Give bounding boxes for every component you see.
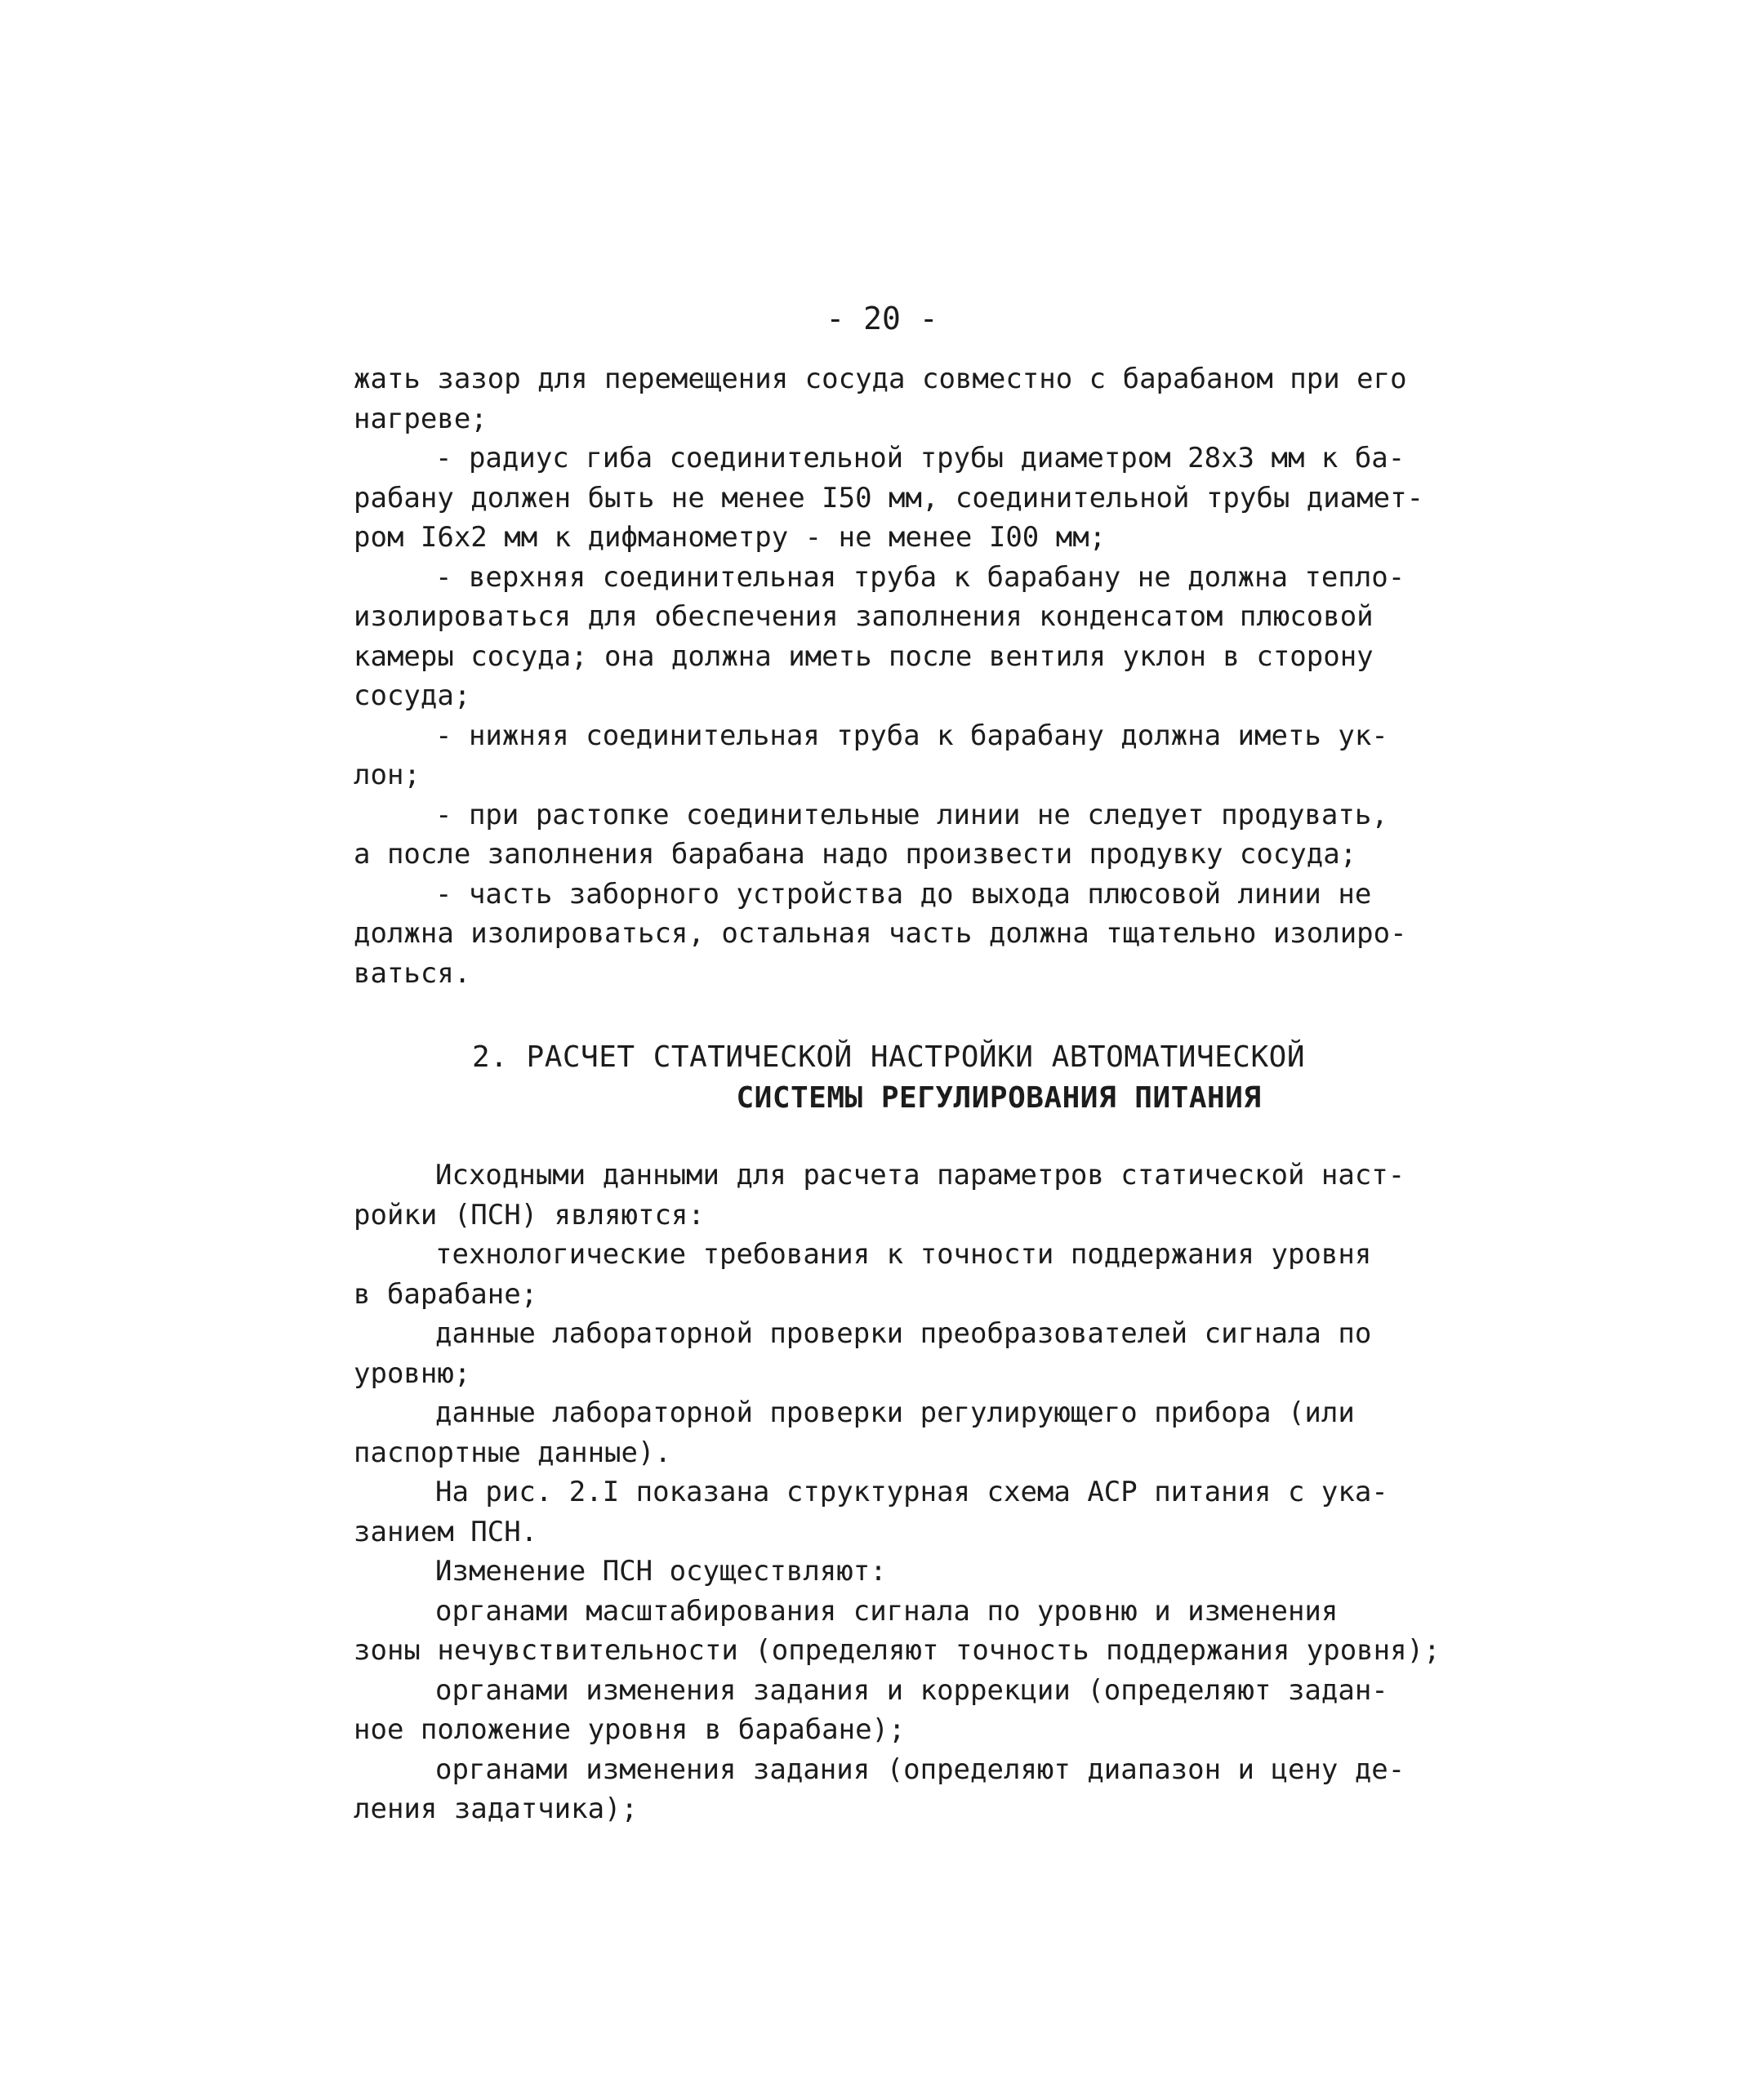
text-line: органами изменения задания и коррекции (определяют задан- bbox=[435, 1673, 1388, 1707]
text-line: должна изолироваться, остальная часть должна тщательно изолиро- bbox=[354, 917, 1407, 950]
text-line: изолироваться для обеспечения заполнения конденсатом плюсовой bbox=[354, 600, 1374, 633]
text-line: данные лабораторной проверки регулирующего прибора (или bbox=[435, 1396, 1355, 1429]
text-line: - верхняя соединительная труба к барабану не должна тепло- bbox=[435, 560, 1405, 594]
text-line-cut: ваться. bbox=[354, 956, 471, 990]
text-line: занием ПСН. bbox=[354, 1515, 538, 1548]
text-line: лон; bbox=[354, 759, 421, 791]
text-line: ления задатчика); bbox=[354, 1793, 638, 1825]
page-number: - 20 - bbox=[826, 301, 938, 336]
section1-text bbox=[354, 359, 1448, 990]
text-line: сосуда; bbox=[354, 679, 471, 712]
text-line: Изменение ПСН осуществляют: bbox=[435, 1555, 887, 1588]
text-line: - часть заборного устройства до выхода плюсовой линии не bbox=[435, 877, 1372, 911]
heading-line-1: 2. РАСЧЕТ СТАТИЧЕСКОЙ НАСТРОЙКИ АВТОМАТИЧЕСКОЙ bbox=[472, 1040, 1305, 1074]
text-line: органами масштабирования сигнала по уровню и изменения bbox=[435, 1594, 1339, 1628]
text-line: ром I6х2 мм к дифманометру - не менее I00 мм; bbox=[354, 521, 1107, 554]
section-heading bbox=[354, 1037, 1448, 1119]
text-line: нагреве; bbox=[354, 402, 488, 435]
text-line: а после заполнения барабана надо произвести продувку сосуда; bbox=[354, 838, 1357, 871]
section2-text bbox=[354, 1156, 1448, 1829]
text-line: зоны нечувствительности (определяют точность поддержания уровня); bbox=[354, 1634, 1441, 1667]
text-line: - радиус гиба соединительной трубы диаметром 28х3 мм к ба- bbox=[435, 442, 1405, 474]
text-line: органами изменения задания (определяют диапазон и цену де- bbox=[435, 1753, 1405, 1786]
text-line: На рис. 2.I показана структурная схема АСР питания с ука- bbox=[435, 1476, 1388, 1508]
text-line: Исходными данными для расчета параметров статической наст- bbox=[435, 1159, 1405, 1191]
text-line: - при растопке соединительные линии не следует продувать, bbox=[435, 798, 1388, 831]
text-line: ройки (ПСН) являются: bbox=[354, 1198, 705, 1232]
text-line: камеры сосуда; она должна иметь после вентиля уклон в сторону bbox=[354, 639, 1374, 673]
text-line: в барабане; bbox=[354, 1277, 538, 1311]
text-line: - нижняя соединительная труба к барабану должна иметь ук- bbox=[435, 719, 1388, 752]
text-line: уровню; bbox=[354, 1356, 471, 1390]
text-line: паспортные данные). bbox=[354, 1436, 671, 1469]
text-line: технологические требования к точности поддержания уровня bbox=[435, 1238, 1372, 1271]
text-line: ное положение уровня в барабане); bbox=[354, 1713, 906, 1746]
heading-line-2: СИСТЕМЫ РЕГУЛИРОВАНИЯ ПИТАНИЯ bbox=[736, 1081, 1262, 1115]
text-line: рабану должен быть не менее I50 мм, соединительной трубы диамет- bbox=[354, 481, 1424, 514]
text-line: жать зазор для перемещения сосуда совместно с барабаном при его bbox=[354, 363, 1407, 395]
text-line: данные лабораторной проверки преобразователей сигнала по bbox=[435, 1317, 1372, 1350]
